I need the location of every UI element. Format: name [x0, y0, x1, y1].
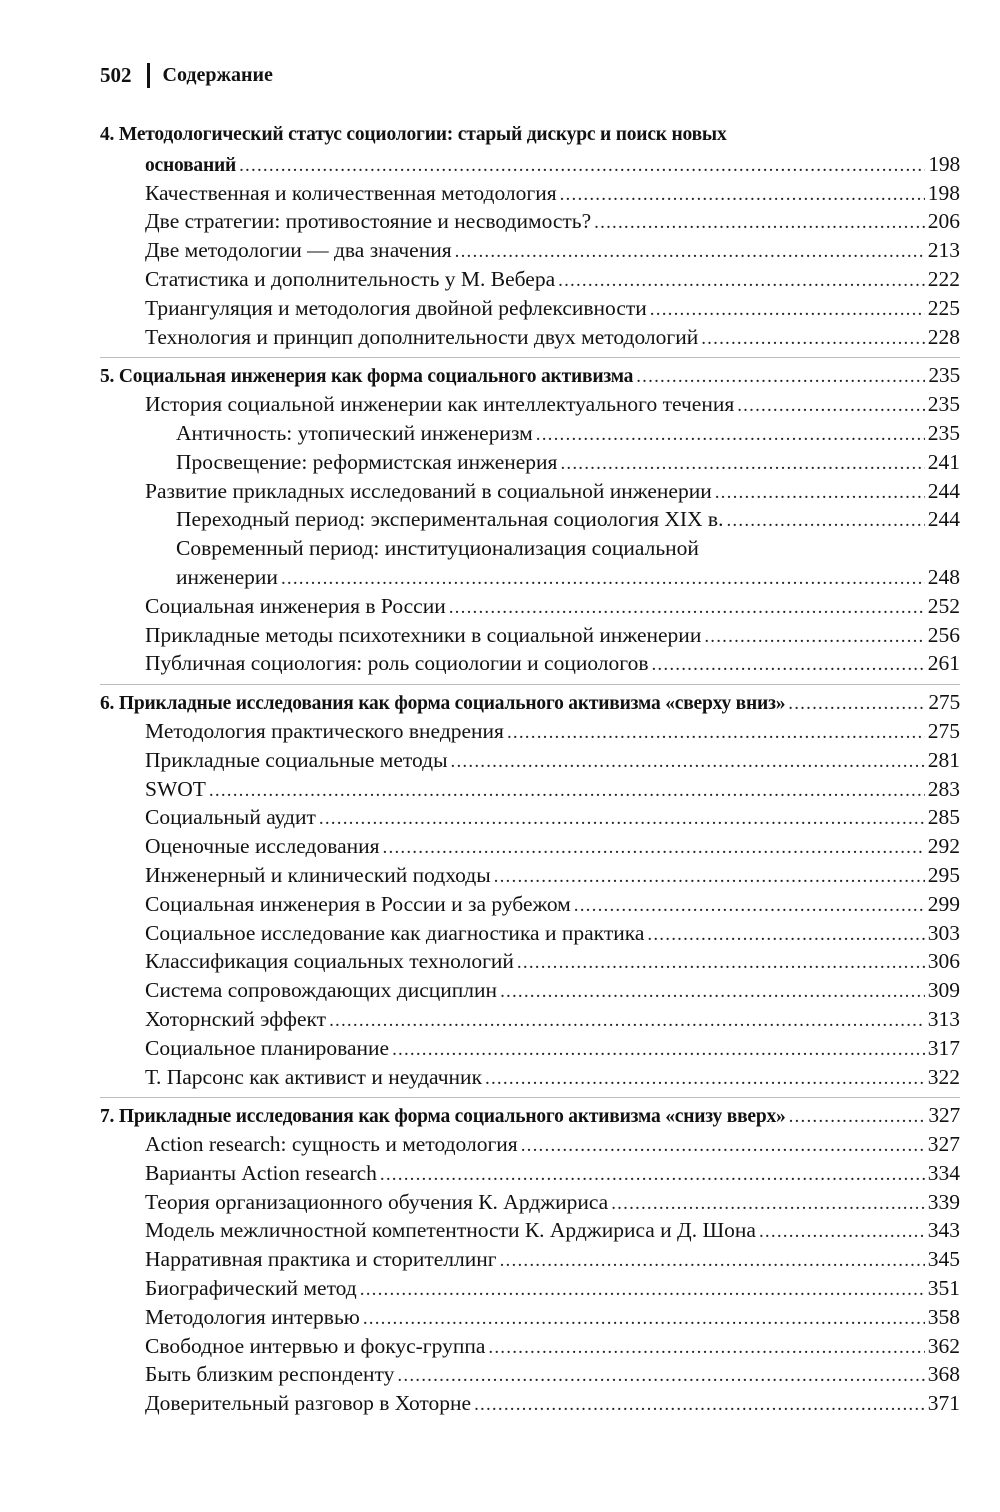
toc-entry[interactable] [100, 323, 960, 352]
chapter-heading[interactable] [100, 361, 960, 390]
toc-entry-page: 368 [927, 1362, 960, 1387]
toc-entry-title: Триангуляция и методология двойной рефлексивности [145, 295, 647, 320]
toc-entry-page: 292 [927, 834, 960, 859]
toc-entry-title: Хоторнский эффект [145, 1006, 327, 1031]
toc-entry-title: Социальный аудит [145, 805, 316, 830]
toc-entry-title: Инженерный и клинический подходы [145, 862, 491, 887]
dot-leader [451, 746, 925, 777]
dot-leader [558, 265, 925, 296]
chapter-heading-page: 198 [928, 151, 960, 176]
toc-entry-page: 241 [927, 449, 960, 474]
dot-leader [517, 947, 925, 978]
toc-entry-title: Социальная инженерия в России и за рубежом [145, 891, 571, 916]
toc-entry-title: История социальной инженерии как интеллектуального течения [145, 392, 735, 417]
dot-leader [500, 976, 925, 1007]
toc-entry[interactable] [100, 505, 960, 534]
toc-entry-page: 303 [927, 920, 960, 945]
dot-leader [788, 690, 925, 719]
toc-entry-page: 198 [927, 180, 960, 205]
toc-entry-title: Быть близким респонденту [145, 1362, 395, 1387]
toc-entry[interactable] [100, 1245, 960, 1274]
dot-leader [704, 621, 924, 652]
toc-entry-title: Оценочные исследования [145, 834, 380, 859]
dot-leader [651, 649, 924, 680]
dot-leader [494, 861, 925, 892]
toc-entry-page: 244 [927, 507, 960, 532]
dot-leader [636, 363, 925, 392]
toc-entry-title: Методология практического внедрения [145, 718, 504, 743]
toc-entry[interactable] [100, 1274, 960, 1303]
toc-entry[interactable] [100, 390, 960, 419]
toc-entry-title: Две методологии — два значения [145, 238, 452, 263]
toc-entry-title: Биографический метод [145, 1276, 357, 1301]
chapter-heading[interactable] [100, 688, 960, 717]
toc-entry-continuation-page: 248 [927, 564, 960, 589]
toc-entry[interactable] [100, 265, 960, 294]
chapter-block [100, 684, 960, 1091]
toc-entry[interactable] [100, 919, 960, 948]
chapter-heading-page: 327 [928, 1103, 960, 1128]
toc-entry[interactable] [100, 1188, 960, 1217]
toc-entry-page: 235 [927, 420, 960, 445]
toc-entry-title: Социальная инженерия в России [145, 593, 446, 618]
dot-leader [474, 1389, 925, 1420]
dot-leader [726, 505, 924, 536]
toc-entry-page: 309 [927, 978, 960, 1003]
chapter-heading[interactable] [100, 1101, 960, 1130]
chapter-heading-page: 275 [928, 690, 960, 715]
toc-entry-page: 334 [927, 1160, 960, 1185]
toc-entry-title: Современный период: институционализация социальной [176, 536, 699, 561]
dot-leader [759, 1216, 925, 1247]
dot-leader [392, 1034, 925, 1065]
toc-entry-page: 275 [927, 718, 960, 743]
toc-entry[interactable] [100, 1360, 960, 1389]
toc-entry-page: 306 [927, 949, 960, 974]
toc-entry[interactable] [100, 1332, 960, 1361]
toc-entry[interactable] [100, 207, 960, 236]
dot-leader [397, 1360, 924, 1391]
dot-leader [789, 1103, 926, 1132]
toc-entry-title: Две стратегии: противостояние и несводимость? [145, 209, 592, 234]
toc-entry-page: 206 [927, 209, 960, 234]
toc-entry[interactable] [100, 621, 960, 650]
dot-leader [329, 1005, 925, 1036]
dot-leader [650, 294, 925, 325]
dot-leader [521, 1130, 925, 1161]
toc-entry-title: Социальное планирование [145, 1035, 390, 1060]
toc-entry-title: Социальное исследование как диагностика и практика [145, 920, 645, 945]
toc-entry[interactable] [100, 419, 960, 448]
dot-leader [360, 1274, 925, 1305]
dot-leader [507, 717, 925, 748]
dot-leader [449, 592, 925, 623]
toc-entry[interactable] [100, 717, 960, 746]
toc-entry-page: 261 [927, 651, 960, 676]
toc-entry-page: 343 [927, 1218, 960, 1243]
toc-entry-title: Технология и принцип дополнительности двух методологий [145, 324, 699, 349]
toc-entry-continuation[interactable] [100, 563, 960, 592]
toc-entry-page: 281 [927, 747, 960, 772]
dot-leader [488, 1332, 924, 1363]
toc-entry-title: Античность: утопический инженеризм [176, 420, 533, 445]
toc-entry-page: 244 [927, 478, 960, 503]
toc-entry-page: 313 [927, 1006, 960, 1031]
toc-entry[interactable] [100, 1159, 960, 1188]
chapter-heading[interactable] [100, 121, 960, 150]
toc-entry-title: Качественная и количественная методология [145, 180, 557, 205]
dot-leader [737, 390, 925, 421]
toc-entry-page: 235 [927, 392, 960, 417]
toc-entry-page: 299 [927, 891, 960, 916]
toc-entry[interactable] [100, 947, 960, 976]
toc-entry[interactable] [100, 976, 960, 1005]
toc-entry-page: 228 [927, 324, 960, 349]
toc-entry[interactable] [100, 448, 960, 477]
toc-entry[interactable] [100, 477, 960, 506]
toc-entry-title: Доверительный разговор в Хоторне [145, 1391, 472, 1416]
toc-entry[interactable] [100, 1303, 960, 1332]
dot-leader [701, 323, 925, 354]
toc-entry[interactable] [100, 746, 960, 775]
dot-leader [560, 448, 924, 479]
toc-entry[interactable] [100, 1389, 960, 1418]
toc-entry-page: 222 [927, 266, 960, 291]
chapter-block [100, 1097, 960, 1418]
header-divider [147, 63, 150, 88]
chapter-heading-title: 5. Социальная инженерия как форма социального активизма [100, 366, 634, 388]
toc-entry-title: Прикладные методы психотехники в социальной инженерии [145, 622, 702, 647]
toc-entry-title: Т. Парсонс как активист и неудачник [145, 1064, 483, 1089]
dot-leader [363, 1303, 925, 1334]
toc-entry-page: 285 [927, 805, 960, 830]
toc-entry[interactable] [100, 649, 960, 678]
toc-entry-title: Варианты Action research [145, 1160, 377, 1185]
dot-leader [485, 1063, 925, 1094]
toc-entry[interactable] [100, 179, 960, 208]
toc-entry-title: Методология интервью [145, 1304, 360, 1329]
dot-leader [383, 832, 925, 863]
toc-entry-page: 317 [927, 1035, 960, 1060]
toc-entry[interactable] [100, 236, 960, 265]
table-of-contents [100, 121, 960, 1418]
chapter-heading-title: 4. Методологический статус социологии: старый дискурс и поиск новых [100, 124, 727, 145]
toc-entry[interactable] [100, 832, 960, 861]
toc-entry[interactable] [100, 1005, 960, 1034]
toc-entry-title: Статистика и дополнительность у М. Вебера [145, 266, 556, 291]
chapter-block [100, 121, 960, 351]
toc-entry[interactable] [100, 534, 960, 563]
toc-entry[interactable] [100, 803, 960, 832]
toc-entry[interactable] [100, 1063, 960, 1092]
dot-leader [281, 563, 925, 594]
chapter-heading[interactable] [100, 150, 960, 179]
toc-entry[interactable] [100, 1216, 960, 1245]
chapter-heading-title: 6. Прикладные исследования как форма социального активизма «сверху вниз» [100, 693, 786, 715]
toc-entry-page: 327 [927, 1132, 960, 1157]
dot-leader [560, 179, 925, 210]
chapter-heading-title: 7. Прикладные исследования как форма социального активизма «снизу вверх» [100, 1106, 786, 1128]
toc-entry-title: Развитие прикладных исследований в социальной инженерии [145, 478, 712, 503]
toc-entry[interactable] [100, 592, 960, 621]
toc-entry-page: 295 [927, 862, 960, 887]
dot-leader [380, 1159, 925, 1190]
toc-entry-page: 362 [927, 1333, 960, 1358]
dot-leader [500, 1245, 925, 1276]
toc-entry[interactable] [100, 294, 960, 323]
toc-entry-title: Система сопровождающих дисциплин [145, 978, 498, 1003]
toc-entry-page: 225 [927, 295, 960, 320]
toc-entry-title: SWOT [145, 776, 206, 801]
page-number: 502 [100, 62, 132, 87]
dot-leader [594, 207, 925, 238]
dot-leader [647, 919, 924, 950]
toc-entry-page: 339 [927, 1189, 960, 1214]
dot-leader [209, 775, 925, 806]
toc-entry-title: Просвещение: реформистская инженерия [176, 449, 558, 474]
toc-entry-title: Action research: сущность и методология [145, 1132, 518, 1157]
toc-entry-page: 322 [927, 1064, 960, 1089]
toc-entry-page: 358 [927, 1304, 960, 1329]
toc-entry[interactable] [100, 1034, 960, 1063]
toc-entry[interactable] [100, 775, 960, 804]
toc-entry-page: 371 [927, 1391, 960, 1416]
toc-entry-page: 256 [927, 622, 960, 647]
running-header [100, 60, 273, 90]
toc-entry-page: 345 [927, 1247, 960, 1272]
section-title: Содержание [162, 63, 273, 86]
toc-entry-page: 351 [927, 1276, 960, 1301]
dot-leader [455, 236, 925, 267]
toc-entry-title: Нарративная практика и сторителлинг [145, 1247, 497, 1272]
dot-leader [574, 890, 925, 921]
toc-entry-continuation-title: инженерии [176, 564, 278, 589]
toc-entry-title: Модель межличностной компетентности К. Арджириса и Д. Шона [145, 1218, 756, 1243]
toc-entry-page: 213 [927, 238, 960, 263]
toc-entry-title: Переходный период: экспериментальная социология XIX в. [176, 507, 724, 532]
dot-leader [239, 152, 925, 181]
chapter-heading-page: 235 [928, 363, 960, 388]
toc-entry[interactable] [100, 1130, 960, 1159]
toc-entry[interactable] [100, 861, 960, 890]
chapter-block [100, 357, 960, 678]
toc-entry-title: Классификация социальных технологий [145, 949, 514, 974]
toc-entry-page: 252 [927, 593, 960, 618]
toc-entry-title: Прикладные социальные методы [145, 747, 448, 772]
dot-leader [319, 803, 925, 834]
toc-entry-title: Публичная социология: роль социологии и социологов [145, 651, 649, 676]
toc-entry-page: 283 [927, 776, 960, 801]
dot-leader [611, 1188, 925, 1219]
dot-leader [536, 419, 925, 450]
dot-leader [715, 477, 925, 508]
toc-entry[interactable] [100, 890, 960, 919]
toc-entry-title: Свободное интервью и фокус-группа [145, 1333, 486, 1358]
chapter-heading-title: оснований [145, 154, 237, 176]
toc-entry-title: Теория организационного обучения К. Арджириса [145, 1189, 609, 1214]
